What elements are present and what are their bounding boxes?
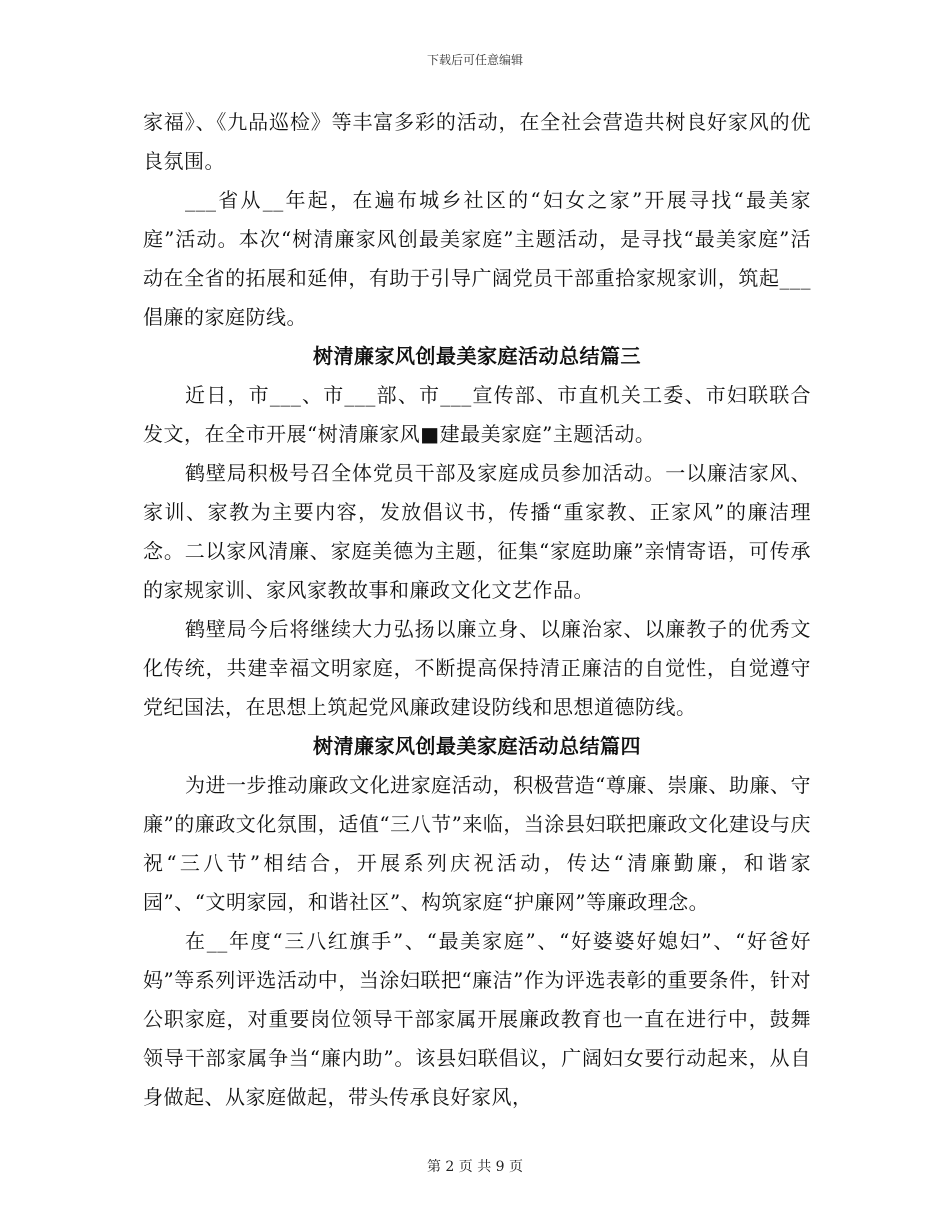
paragraph-4: 鹤壁局积极号召全体党员干部及家庭成员参加活动。一以廉洁家风、家训、家教为主要内容，发放倡议书，传播“重家教、正家风”的廉洁理念。二以家风清廉、家庭美德为主题，征集“家庭助廉”亲情寄语，可传承的家规家训、家风家教故事和廉政文化文艺作品。 [143,461,811,602]
paragraph-7: 在__年度“三八红旗手”、“最美家庭”、“好婆婆好媳妇”、“好爸好妈”等系列评选活动中，当涂妇联把“廉洁”作为评选表彰的重要条件，针对公职家庭，对重要岗位领导干部家属开展廉政教育也一直在进行中，鼓舞领导干部家属争当“廉内助”。该县妇联倡议，广阔妇女要行动起来，从自身做起、从家庭做起，带头传承良好家风， [143,929,811,1109]
section-heading-4: 树清廉家风创最美家庭活动总结篇四 [313,734,641,758]
page-header: 下载后可任意编辑 [426,53,523,67]
section-heading-3: 树清廉家风创最美家庭活动总结篇三 [313,344,641,368]
paragraph-5: 鹤壁局今后将继续大力弘扬以廉立身、以廉治家、以廉教子的优秀文化传统，共建幸福文明家庭，不断提高保持清正廉洁的自觉性，自觉遵守党纪国法，在思想上筑起党风廉政建设防线和思想道德防线。 [143,617,811,719]
paragraph-6: 为进一步推动廉政文化进家庭活动，积极营造“尊廉、崇廉、助廉、守廉”的廉政文化氛围，适值“三八节”来临，当涂县妇联把廉政文化建设与庆祝“三八节”相结合，开展系列庆祝活动，传达“清廉勤廉，和谐家园”、“文明家园，和谐社区”、构筑家庭“护廉网”等廉政理念。 [143,773,811,914]
document-body [143,103,811,1117]
paragraph-2: ___省从__年起，在遍布城乡社区的“妇女之家”开展寻找“最美家庭”活动。本次“树清廉家风创最美家庭”主题活动，是寻找“最美家庭”活动在全省的拓展和延伸，有助于引导广阔党员干部重拾家规家训，筑起___倡廉的家庭防线。 [143,188,811,329]
paragraph-1: 家福》、《九品巡检》等丰富多彩的活动，在全社会营造共树良好家风的优良氛围。 [143,110,811,173]
paragraph-3: 近日，市___、市___部、市___宣传部、市直机关工委、市妇联联合发文，在全市开展“树清廉家风■建最美家庭”主题活动。 [143,383,811,446]
page-footer: 第 2 页 共 9 页 [426,1159,524,1175]
